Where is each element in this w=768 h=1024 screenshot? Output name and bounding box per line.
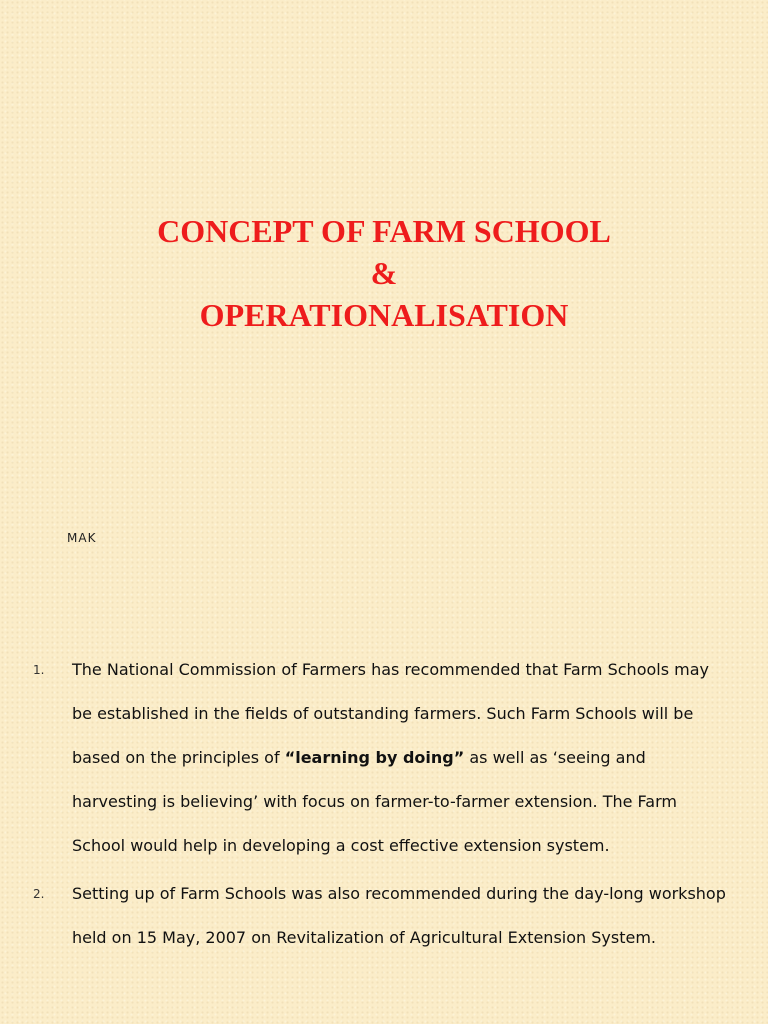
list-item xyxy=(0,648,768,868)
list-item-number: 1. xyxy=(33,663,45,677)
author-initials: MAK xyxy=(67,531,97,545)
list-item-number: 2. xyxy=(33,887,45,901)
list-item-emphasis: “learning by doing” xyxy=(284,748,465,767)
title-ampersand: & xyxy=(370,255,398,291)
list-item xyxy=(0,872,768,960)
title-line-3: OPERATIONALISATION xyxy=(199,297,569,333)
title-line-1: CONCEPT OF FARM SCHOOL xyxy=(157,213,611,249)
document-title xyxy=(0,210,768,336)
list-item-text: Setting up of Farm Schools was also recommended during the day-long workshop held on 15 May, 2007 on Revitalization of Agricultural Extension System. xyxy=(72,884,726,947)
list-item-text: The National Commission of Farmers has recommended that Farm Schools may be established in the fields of outstanding farmers. Such Farm Schools will be based on the principles of xyxy=(72,660,709,767)
list-item-text-continued: as well as ‘seeing and harvesting is believing’ with focus on farmer-to-farmer extension. The Farm School would help in developing a cost effective extension system. xyxy=(72,748,677,855)
numbered-list xyxy=(0,648,768,960)
